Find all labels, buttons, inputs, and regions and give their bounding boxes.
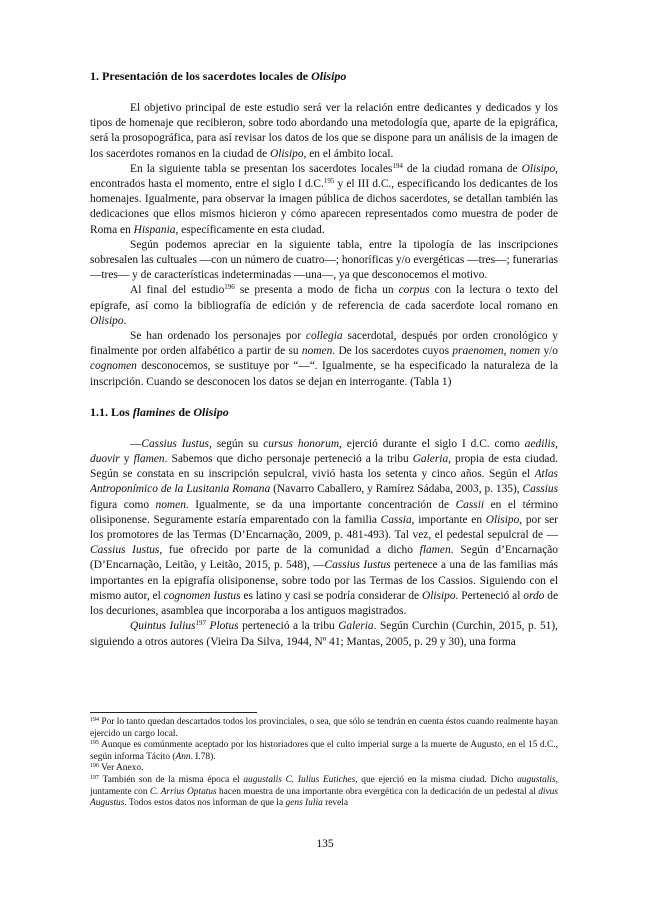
footnote-197: $^{197}$ También son de la misma época el augustalis C. Iulius Eutiches, que ejerció en la misma ciudad. Dicho augustalis, juntamente con C. Arrius Optatus hacen muestra de una importante obra evergética con la dedicación de un pedestal al divus Augustus. Todos estos datos nos informan de que la gens Iulia revela bbox=[90, 774, 558, 809]
footnote-separator bbox=[90, 712, 257, 713]
paragraph: Al final del estudio$^{196}$ se presenta a modo de ficha un corpus con la lectura o texto del epígrafe, así como la bibliografía de edición y de referencia de cada sacerdote local romano en Olisipo. bbox=[90, 283, 558, 327]
footnote-ref[interactable]: 196 bbox=[224, 283, 235, 292]
footnote-194: $^{194}$ Por lo tanto quedan descartados todos los provinciales, o sea, que sólo se tendrán en cuenta éstos cuando realmente hayan ejercido un cargo local. bbox=[90, 717, 558, 739]
paragraph: Según podemos apreciar en la siguiente tabla, entre la tipología de las inscripciones sobresalen las cultuales —con un número de cuatro—; honoríficas y/o evergéticas —tres—; funerarias —tres— y de características indeterminadas —una—, ya que desconocemos el motivo. bbox=[90, 238, 558, 282]
page-number: 135 bbox=[316, 838, 334, 850]
paragraph: Quintus Iulius$^{197}$ Plotus perteneció a la tribu Galeria. Según Curchin (Curchin, 2015, p. 51), siguiendo a otros autores (Vieira Da Silva, 1944, Nº 41; Mantas, 2005, p. 29 y 30), una forma bbox=[90, 619, 559, 648]
footnote-ref[interactable]: 194 bbox=[392, 161, 403, 170]
footnote-196: $^{196}$ Ver Anexo. bbox=[90, 763, 144, 774]
paragraph: —Cassius Iustus, según su cursus honorum, ejerció durante el siglo I d.C. como aedilis, duovir y flamen. Sabemos que dicho personaje perteneció a la tribu Galeria, propia de esta ciudad. Según se constata en su inscripción sepulcral, vivió hasta los setenta y cinco años. Según el Atlas Antroponímico de la Lusitania Romana (Navarro Caballero, y Ramírez Sádaba, 2003, p. 135), Cassius figura como nomen. Igualmente, se da una importante concentración de Cassii en el término olisiponense. Seguramente estaría emparentado con la familia Cassia, importante en Olisipo, por ser los promotores de las Termas (D’Encarnação, 2009, p. 481-493). Tal vez, el pedestal sepulcral de —Cassius Iustus, fue ofrecido por parte de la comunidad a dicho flamen. Según d’Encarnação (D’Encarnação, Leitão, y Leitão, 2015, p. 548), —Cassius Iustus pertenece a una de las familias más importantes en la epigrafía olisiponense, sobre todo por las Termas de los Cassios. Siguiendo con el mismo autor, el cognomen Iustus es latino y casi se podría considerar de Olisipo. Perteneció al ordo de los decuriones, asamblea que incorporaba a los antiguos magistrados. bbox=[90, 437, 559, 618]
section-heading-1: 1. Presentación de los sacerdotes locales de Olisipo bbox=[90, 69, 347, 83]
section-heading-1-1: 1.1. Los flamines de Olisipo bbox=[90, 404, 229, 419]
paragraph: En la siguiente tabla se presentan los sacerdotes locales$^{194}$ de la ciudad romana de Olisipo, encontrados hasta el momento, entre el siglo I d.C.$^{195}$ y el III d.C., especificando los dedicantes de los homenajes. Igualmente, para observar la imagen pública de dichos sacerdotes, se detallan también las dedicaciones que ellos mismos hicieron y cómo aparecen representados como muestra de poder de Roma en Hispania, específicamente en esta ciudad. bbox=[90, 161, 558, 236]
footnote-195: $^{195}$ Aunque es comúnmente aceptado por los historiadores que el culto imperial surge a la muerte de Augusto, en el 15 d.C., según informa Tácito (Ann. I.78). bbox=[90, 740, 558, 762]
paragraph: Se han ordenado los personajes por collegia sacerdotal, después por orden cronológico y finalmente por orden alfabético a partir de su nomen. De los sacerdotes cuyos praenomen, nomen y/o cognomen desconocemos, se sustituye por “—“. Igualmente, se ha especificado la naturaleza de la inscripción. Cuando se desconocen los datos se dejan en interrogante. (Tabla 1) bbox=[90, 330, 559, 388]
paragraph: El objetivo principal de este estudio será ver la relación entre dedicantes y dedicados y los tipos de homenaje que recibieron, sobre todo abordando una metodología que, aparte de la epigráfica, será la prosopográfica, para así revisar los datos de los que se dispone para un análisis de la imagen de los sacerdotes romanos en la ciudad de Olisipo, en el ámbito local. bbox=[90, 102, 558, 160]
page-body bbox=[90, 68, 558, 650]
footnotes bbox=[90, 717, 558, 810]
footnote-ref[interactable]: 195 bbox=[323, 177, 335, 186]
footnote-ref[interactable]: 197 bbox=[195, 619, 206, 628]
